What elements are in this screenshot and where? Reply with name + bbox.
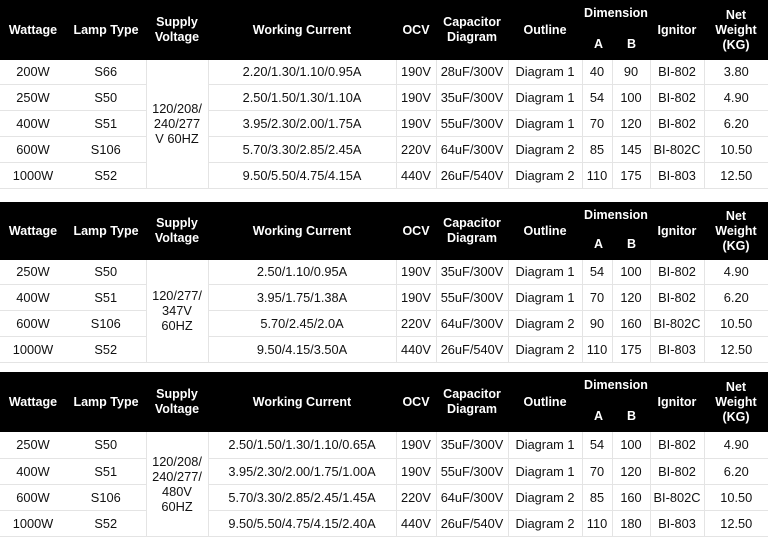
cell-dim-a: 54 [582, 84, 612, 110]
cell-wattage: 1000W [0, 510, 66, 536]
header-wattage: Wattage [0, 202, 66, 260]
cell-capacitor: 55uF/300V [436, 110, 508, 136]
header-supply-voltage: Supply Voltage [146, 372, 208, 432]
cell-dim-a: 85 [582, 136, 612, 162]
cell-capacitor: 35uF/300V [436, 432, 508, 458]
cell-dim-b: 180 [612, 510, 650, 536]
cell-capacitor: 28uF/300V [436, 60, 508, 84]
cell-ocv: 220V [396, 310, 436, 336]
cell-dim-b: 175 [612, 162, 650, 188]
cell-ignitor: BI-802C [650, 484, 704, 510]
cell-current: 3.95/1.75/1.38A [208, 284, 396, 310]
cell-ignitor: BI-802 [650, 60, 704, 84]
header-weight: Net Weight (KG) [704, 0, 768, 60]
header-ocv: OCV [396, 372, 436, 432]
cell-wattage: 250W [0, 84, 66, 110]
cell-outline: Diagram 2 [508, 162, 582, 188]
cell-current: 5.70/2.45/2.0A [208, 310, 396, 336]
cell-wattage: 1000W [0, 336, 66, 362]
cell-supply-voltage: 120/277/ 347V 60HZ [146, 260, 208, 362]
header-capacitor: Capacitor Diagram [436, 372, 508, 432]
cell-outline: Diagram 2 [508, 510, 582, 536]
cell-ignitor: BI-803 [650, 510, 704, 536]
cell-weight: 10.50 [704, 136, 768, 162]
header-dim-b: B [627, 37, 637, 51]
cell-weight: 10.50 [704, 484, 768, 510]
cell-ocv: 190V [396, 84, 436, 110]
cell-outline: Diagram 1 [508, 284, 582, 310]
cell-current: 2.20/1.30/1.10/0.95A [208, 60, 396, 84]
table-row [0, 162, 768, 188]
cell-lamp: S106 [66, 136, 146, 162]
cell-outline: Diagram 1 [508, 60, 582, 84]
cell-ignitor: BI-802 [650, 458, 704, 484]
cell-capacitor: 55uF/300V [436, 458, 508, 484]
cell-dim-a: 110 [582, 510, 612, 536]
cell-current: 5.70/3.30/2.85/2.45/1.45A [208, 484, 396, 510]
cell-current: 5.70/3.30/2.85/2.45A [208, 136, 396, 162]
cell-dim-b: 100 [612, 84, 650, 110]
cell-weight: 4.90 [704, 432, 768, 458]
cell-weight: 6.20 [704, 284, 768, 310]
cell-ocv: 190V [396, 458, 436, 484]
header-dim-a: A [594, 37, 604, 51]
cell-dim-b: 100 [612, 260, 650, 284]
header-capacitor: Capacitor Diagram [436, 0, 508, 60]
cell-dim-a: 70 [582, 110, 612, 136]
cell-ignitor: BI-802C [650, 310, 704, 336]
cell-capacitor: 35uF/300V [436, 260, 508, 284]
cell-wattage: 400W [0, 284, 66, 310]
cell-outline: Diagram 2 [508, 484, 582, 510]
cell-ocv: 190V [396, 260, 436, 284]
cell-ignitor: BI-803 [650, 336, 704, 362]
cell-lamp: S52 [66, 162, 146, 188]
table-row [0, 60, 768, 84]
header-capacitor: Capacitor Diagram [436, 202, 508, 260]
cell-ignitor: BI-802 [650, 84, 704, 110]
cell-dim-a: 54 [582, 260, 612, 284]
cell-weight: 4.90 [704, 260, 768, 284]
cell-capacitor: 64uF/300V [436, 310, 508, 336]
spec-table-3 [0, 372, 768, 537]
cell-lamp: S50 [66, 84, 146, 110]
cell-ocv: 190V [396, 110, 436, 136]
spec-table-2 [0, 202, 768, 363]
cell-current: 3.95/2.30/2.00/1.75A [208, 110, 396, 136]
header-ignitor: Ignitor [650, 202, 704, 260]
cell-dim-b: 160 [612, 484, 650, 510]
table-row [0, 110, 768, 136]
cell-dim-a: 85 [582, 484, 612, 510]
cell-supply-voltage: 120/208/ 240/277/ 480V 60HZ [146, 432, 208, 536]
table-row [0, 336, 768, 362]
cell-current: 9.50/5.50/4.75/4.15A [208, 162, 396, 188]
cell-ignitor: BI-802 [650, 260, 704, 284]
header-outline: Outline [508, 0, 582, 60]
header-lamp-type: Lamp Type [66, 0, 146, 60]
cell-current: 9.50/5.50/4.75/4.15/2.40A [208, 510, 396, 536]
cell-outline: Diagram 2 [508, 336, 582, 362]
cell-lamp: S51 [66, 284, 146, 310]
cell-ocv: 190V [396, 432, 436, 458]
header-lamp-type: Lamp Type [66, 202, 146, 260]
cell-lamp: S52 [66, 510, 146, 536]
cell-weight: 12.50 [704, 336, 768, 362]
cell-dim-a: 54 [582, 432, 612, 458]
header-outline: Outline [508, 202, 582, 260]
header-dim-a: A [594, 409, 604, 423]
table-row [0, 84, 768, 110]
header-wattage: Wattage [0, 372, 66, 432]
cell-dim-a: 70 [582, 458, 612, 484]
cell-ocv: 190V [396, 60, 436, 84]
cell-current: 2.50/1.50/1.30/1.10A [208, 84, 396, 110]
cell-dim-b: 160 [612, 310, 650, 336]
cell-weight: 12.50 [704, 162, 768, 188]
cell-dim-a: 40 [582, 60, 612, 84]
header-weight: Net Weight (KG) [704, 372, 768, 432]
cell-current: 9.50/4.15/3.50A [208, 336, 396, 362]
cell-weight: 6.20 [704, 110, 768, 136]
cell-wattage: 400W [0, 110, 66, 136]
cell-lamp: S51 [66, 458, 146, 484]
table-row [0, 136, 768, 162]
spec-table-1 [0, 0, 768, 189]
header-dimension: Dimension A B [582, 372, 650, 432]
cell-outline: Diagram 1 [508, 432, 582, 458]
cell-capacitor: 64uF/300V [436, 484, 508, 510]
header-working-current: Working Current [208, 202, 396, 260]
cell-ocv: 440V [396, 162, 436, 188]
cell-dim-a: 70 [582, 284, 612, 310]
header-wattage: Wattage [0, 0, 66, 60]
cell-weight: 6.20 [704, 458, 768, 484]
cell-wattage: 600W [0, 310, 66, 336]
cell-weight: 4.90 [704, 84, 768, 110]
cell-ocv: 440V [396, 510, 436, 536]
cell-capacitor: 26uF/540V [436, 336, 508, 362]
cell-capacitor: 26uF/540V [436, 510, 508, 536]
cell-capacitor: 55uF/300V [436, 284, 508, 310]
header-ocv: OCV [396, 202, 436, 260]
cell-dim-b: 100 [612, 432, 650, 458]
table-row [0, 310, 768, 336]
header-dim-b: B [627, 409, 637, 423]
table-row [0, 484, 768, 510]
header-dimension: Dimension A B [582, 202, 650, 260]
header-supply-voltage: Supply Voltage [146, 0, 208, 60]
table-row [0, 284, 768, 310]
cell-wattage: 250W [0, 260, 66, 284]
cell-dim-b: 120 [612, 284, 650, 310]
cell-dim-b: 90 [612, 60, 650, 84]
cell-lamp: S66 [66, 60, 146, 84]
header-ocv: OCV [396, 0, 436, 60]
cell-ocv: 440V [396, 336, 436, 362]
cell-wattage: 200W [0, 60, 66, 84]
cell-wattage: 600W [0, 484, 66, 510]
header-working-current: Working Current [208, 372, 396, 432]
cell-weight: 10.50 [704, 310, 768, 336]
cell-dim-b: 120 [612, 110, 650, 136]
cell-outline: Diagram 2 [508, 310, 582, 336]
table-row [0, 510, 768, 536]
cell-current: 2.50/1.50/1.30/1.10/0.65A [208, 432, 396, 458]
cell-lamp: S50 [66, 432, 146, 458]
cell-outline: Diagram 1 [508, 84, 582, 110]
table-row [0, 432, 768, 458]
cell-outline: Diagram 1 [508, 458, 582, 484]
header-ignitor: Ignitor [650, 372, 704, 432]
cell-dim-a: 90 [582, 310, 612, 336]
cell-ignitor: BI-802 [650, 432, 704, 458]
header-ignitor: Ignitor [650, 0, 704, 60]
cell-lamp: S106 [66, 484, 146, 510]
cell-ignitor: BI-803 [650, 162, 704, 188]
cell-current: 2.50/1.10/0.95A [208, 260, 396, 284]
cell-outline: Diagram 1 [508, 260, 582, 284]
cell-weight: 12.50 [704, 510, 768, 536]
cell-ignitor: BI-802 [650, 110, 704, 136]
cell-lamp: S50 [66, 260, 146, 284]
cell-outline: Diagram 2 [508, 136, 582, 162]
header-weight: Net Weight (KG) [704, 202, 768, 260]
header-working-current: Working Current [208, 0, 396, 60]
cell-dim-b: 120 [612, 458, 650, 484]
cell-ocv: 220V [396, 484, 436, 510]
cell-wattage: 1000W [0, 162, 66, 188]
header-lamp-type: Lamp Type [66, 372, 146, 432]
cell-capacitor: 26uF/540V [436, 162, 508, 188]
cell-ocv: 190V [396, 284, 436, 310]
cell-dim-a: 110 [582, 162, 612, 188]
cell-dim-a: 110 [582, 336, 612, 362]
header-dim-b: B [627, 237, 637, 251]
header-dimension: Dimension A B [582, 0, 650, 60]
cell-current: 3.95/2.30/2.00/1.75/1.00A [208, 458, 396, 484]
cell-outline: Diagram 1 [508, 110, 582, 136]
cell-lamp: S51 [66, 110, 146, 136]
cell-lamp: S106 [66, 310, 146, 336]
cell-wattage: 400W [0, 458, 66, 484]
table-row [0, 458, 768, 484]
cell-ocv: 220V [396, 136, 436, 162]
header-supply-voltage: Supply Voltage [146, 202, 208, 260]
table-row [0, 260, 768, 284]
cell-supply-voltage: 120/208/ 240/277 V 60HZ [146, 60, 208, 188]
cell-ignitor: BI-802C [650, 136, 704, 162]
cell-dim-b: 145 [612, 136, 650, 162]
header-outline: Outline [508, 372, 582, 432]
cell-capacitor: 64uF/300V [436, 136, 508, 162]
cell-wattage: 250W [0, 432, 66, 458]
cell-ignitor: BI-802 [650, 284, 704, 310]
cell-weight: 3.80 [704, 60, 768, 84]
cell-wattage: 600W [0, 136, 66, 162]
cell-dim-b: 175 [612, 336, 650, 362]
cell-capacitor: 35uF/300V [436, 84, 508, 110]
header-dim-a: A [594, 237, 604, 251]
cell-lamp: S52 [66, 336, 146, 362]
